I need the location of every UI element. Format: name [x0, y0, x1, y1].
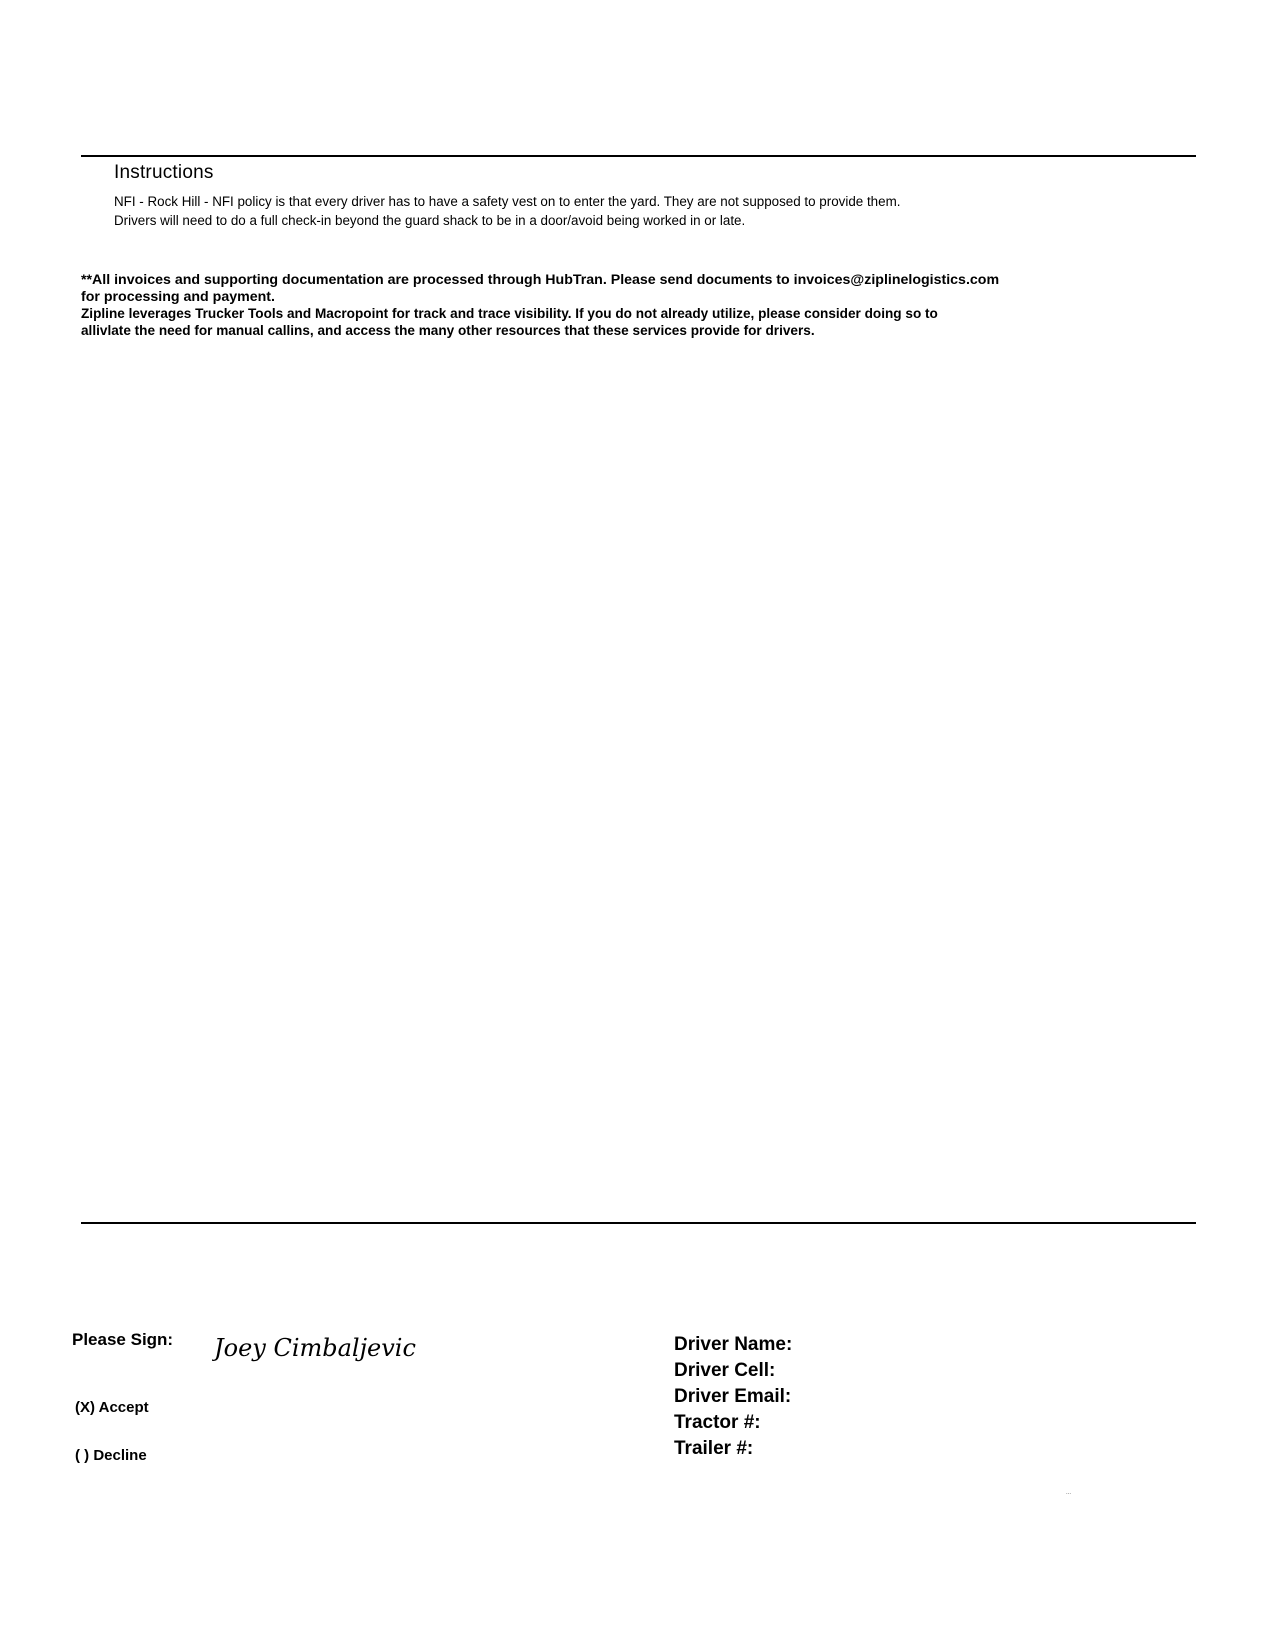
- instruction-line: Drivers will need to do a full check-in beyond the guard shack to be in a door/avoid being worked in or late.: [114, 213, 746, 228]
- footer-mark: ...: [1066, 1490, 1072, 1496]
- handwritten-signature: [212, 1327, 452, 1367]
- tracking-notice-line: allivlate the need for manual callins, and access the many other resources that these services provide for drivers.: [81, 323, 815, 338]
- instructions-heading: Instructions: [114, 162, 214, 183]
- driver-name-label: Driver Name:: [674, 1334, 793, 1355]
- accept-option[interactable]: (X) Accept: [75, 1399, 149, 1416]
- bottom-divider: [81, 1222, 1196, 1224]
- driver-email-label: Driver Email:: [674, 1386, 792, 1407]
- top-divider: [81, 155, 1196, 157]
- decline-option[interactable]: ( ) Decline: [75, 1447, 147, 1464]
- driver-cell-label: Driver Cell:: [674, 1360, 776, 1381]
- please-sign-label: Please Sign:: [72, 1330, 174, 1349]
- invoice-notice-line: **All invoices and supporting documentation are processed through HubTran. Please send documents to invoices@ziplinelogistics.com: [81, 272, 1000, 288]
- signature-text: Joey Cimbaljevic: [214, 1334, 416, 1362]
- invoice-notice-line: for processing and payment.: [81, 289, 275, 305]
- instruction-line: NFI - Rock Hill - NFI policy is that every driver has to have a safety vest on to enter the yard. They are not supposed to provide them.: [114, 194, 901, 209]
- trailer-number-label: Trailer #:: [674, 1438, 754, 1459]
- tractor-number-label: Tractor #:: [674, 1412, 761, 1433]
- tracking-notice-line: Zipline leverages Trucker Tools and Macropoint for track and trace visibility. If you do not already utilize, please consider doing so to: [81, 306, 938, 321]
